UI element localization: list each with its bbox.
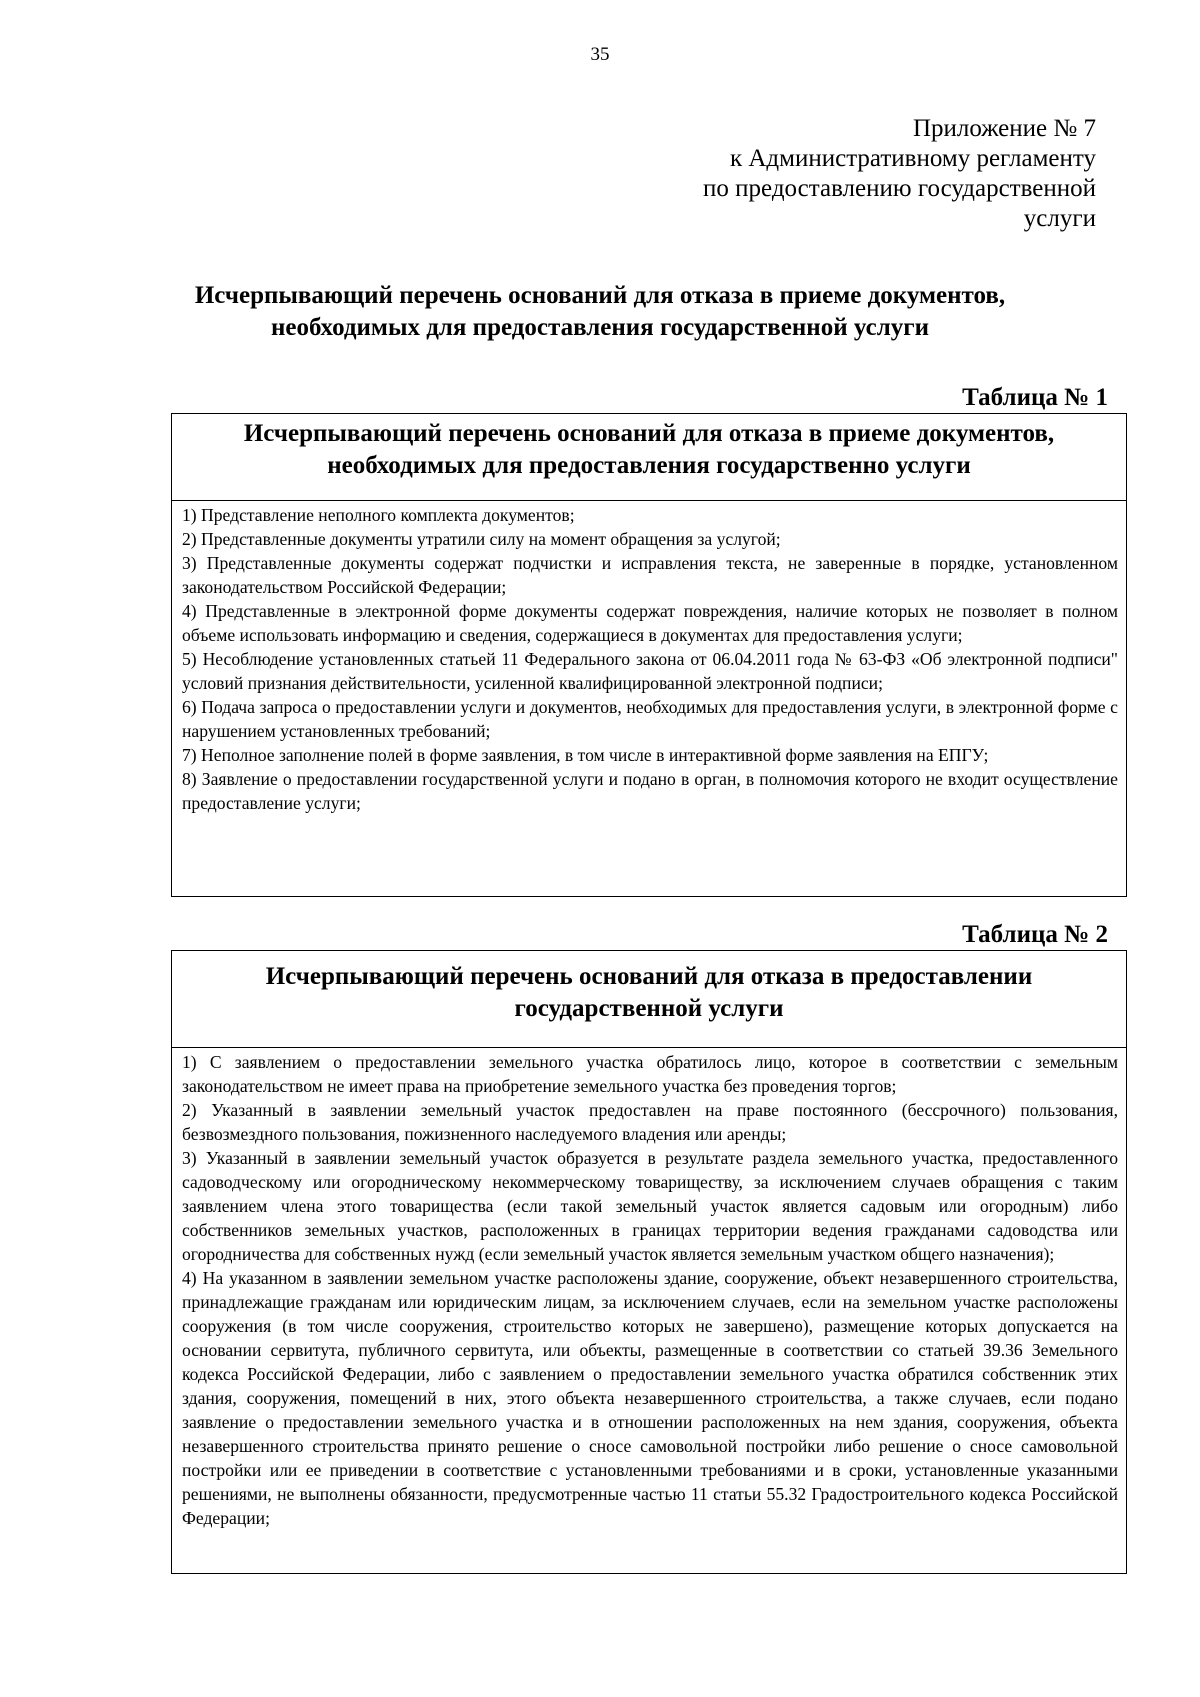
- document-title-line: необходимых для предоставления государственной услуги: [271, 314, 929, 341]
- document-title: [120, 280, 1080, 344]
- appendix-line: по предоставлению государственной: [703, 175, 1096, 202]
- appendix-header: [703, 114, 1096, 234]
- list-item: 5) Несоблюдение установленных статьей 11 Федерального закона от 06.04.2011 года № 63-ФЗ «Об электронной подписи" условий признания действительности, усиленной квалифицированной электронной подписи;: [182, 649, 1118, 693]
- table-heading-line: государственной услуги: [514, 995, 784, 1022]
- table-1-body: [172, 501, 1126, 815]
- list-item: 4) Представленные в электронной форме документы содержат повреждения, наличие которых не позволяет в полном объеме использовать информацию и сведения, содержащиеся в документах для предоставления услуги;: [182, 601, 1118, 645]
- table-1: [171, 413, 1127, 897]
- table-heading-line: необходимых для предоставления государственно услуги: [327, 452, 971, 479]
- table-1-label: Таблица № 1: [962, 384, 1108, 411]
- list-item: 8) Заявление о предоставлении государственной услуги и подано в орган, в полномочия которого не входит осуществление предоставление услуги;: [182, 769, 1118, 813]
- list-item: 1) С заявлением о предоставлении земельного участка обратилось лицо, которое в соответствии с земельным законодательством не имеет права на приобретение земельного участка без проведения торгов;: [182, 1052, 1118, 1096]
- list-item: 3) Указанный в заявлении земельный участок образуется в результате раздела земельного участка, предоставленного садоводческому или огородническому некоммерческому товариществу, за исключением случаев обращения с таким заявлением члена этого товарищества (если такой земельный участок является садовым или огородным) либо собственников земельных участков, расположенных в границах территории ведения гражданами садоводства или огородничества для собственных нужд (если земельный участок является земельным участком общего назначения);: [182, 1148, 1118, 1264]
- appendix-line: Приложение № 7: [912, 115, 1096, 142]
- list-item: 1) Представление неполного комплекта документов;: [182, 505, 575, 525]
- table-2-body: [172, 1048, 1126, 1530]
- list-item: 3) Представленные документы содержат подчистки и исправления текста, не заверенные в порядке, установленном законодательством Российской Федерации;: [182, 553, 1118, 597]
- document-title-line: Исчерпывающий перечень оснований для отказа в приеме документов,: [194, 282, 1006, 309]
- appendix-line: к Административному регламенту: [729, 145, 1096, 172]
- table-heading-line: Исчерпывающий перечень оснований для отказа в предоставлении: [265, 963, 1033, 990]
- list-item: 4) На указанном в заявлении земельном участке расположены здание, сооружение, объект незавершенного строительства, принадлежащие гражданам или юридическим лицам, за исключением случаев, если на земельном участке расположены сооружения (в том числе сооружения, строительство которых не завершено), размещение которых допускается на основании сервитута, публичного сервитута, или объекты, размещенные в соответствии со статьей 39.36 Земельного кодекса Российской Федерации, либо с заявлением о предоставлении земельного участка обратился собственник этих здания, сооружения, помещений в них, этого объекта незавершенного строительства, а также случаев, если подано заявление о предоставлении земельного участка и в отношении расположенных на нем здания, сооружения, объекта незавершенного строительства принято решение о сносе самовольной постройки либо решение о сносе самовольной постройки или ее приведении в соответствие с установленными требованиями и в сроки, установленные указанными решениями, не выполнены обязанности, предусмотренные частью 11 статьи 55.32 Градостроительного кодекса Российской Федерации;: [182, 1268, 1118, 1528]
- table-2-heading: [172, 951, 1126, 1048]
- appendix-line: услуги: [1023, 205, 1096, 232]
- table-1-heading: [172, 414, 1126, 501]
- list-item: 2) Представленные документы утратили силу на момент обращения за услугой;: [182, 529, 781, 549]
- table-2: [171, 950, 1127, 1574]
- table-heading-line: Исчерпывающий перечень оснований для отказа в приеме документов,: [243, 420, 1055, 447]
- page-number: 35: [590, 44, 610, 65]
- list-item: 2) Указанный в заявлении земельный участок предоставлен на праве постоянного (бессрочного) пользования, безвозмездного пользования, пожизненного наследуемого владения или аренды;: [182, 1100, 1118, 1144]
- list-item: 7) Неполное заполнение полей в форме заявления, в том числе в интерактивной форме заявления на ЕПГУ;: [182, 745, 989, 765]
- list-item: 6) Подача запроса о предоставлении услуги и документов, необходимых для предоставления услуги, в электронной форме с нарушением установленных требований;: [182, 697, 1118, 741]
- table-2-label: Таблица № 2: [962, 921, 1108, 948]
